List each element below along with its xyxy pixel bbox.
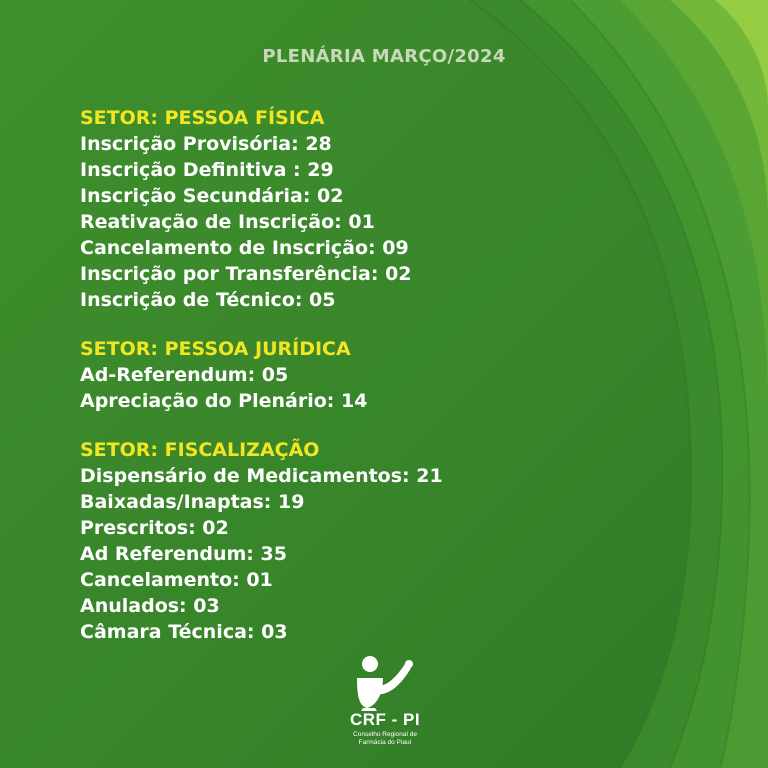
- logo-name: CRF - PI: [349, 710, 421, 729]
- list-item: Apreciação do Plenário: 14: [80, 390, 368, 412]
- list-item: Inscrição de Técnico: 05: [80, 289, 336, 311]
- page-title: PLENÁRIA MARÇO/2024: [262, 46, 506, 67]
- list-item: Ad-Referendum: 05: [80, 364, 289, 386]
- logo-subtitle: [340, 731, 430, 747]
- section-fiscalizacao: [80, 437, 600, 645]
- list-item: Reativação de Inscrição: 01: [80, 211, 375, 233]
- section-title: SETOR: PESSOA JURÍDICA: [80, 338, 351, 360]
- crf-pi-logo-icon: [353, 652, 417, 712]
- section-pessoa-fisica: [80, 105, 600, 313]
- crf-pi-logo: [340, 652, 430, 752]
- list-item: Câmara Técnica: 03: [80, 621, 288, 643]
- list-item: Cancelamento de Inscrição: 09: [80, 237, 409, 259]
- logo-subtitle-line: Farmácia do Piauí: [358, 739, 412, 746]
- list-item: Prescritos: 02: [80, 517, 229, 539]
- list-item: Cancelamento: 01: [80, 569, 273, 591]
- section-title: SETOR: PESSOA FÍSICA: [80, 107, 325, 129]
- list-item: Inscrição Provisória: 28: [80, 133, 332, 155]
- section-pessoa-juridica: [80, 336, 600, 414]
- section-title: SETOR: FISCALIZAÇÃO: [80, 439, 320, 461]
- logo-subtitle-line: Conselho Regional de: [353, 731, 417, 738]
- list-item: Baixadas/Inaptas: 19: [80, 491, 305, 513]
- list-item: Inscrição Secundária: 02: [80, 185, 344, 207]
- list-item: Inscrição Definitiva : 29: [80, 159, 334, 181]
- list-item: Anulados: 03: [80, 595, 220, 617]
- content-list: [80, 105, 600, 668]
- list-item: Dispensário de Medicamentos: 21: [80, 465, 443, 487]
- list-item: Inscrição por Transferência: 02: [80, 263, 412, 285]
- list-item: Ad Referendum: 35: [80, 543, 287, 565]
